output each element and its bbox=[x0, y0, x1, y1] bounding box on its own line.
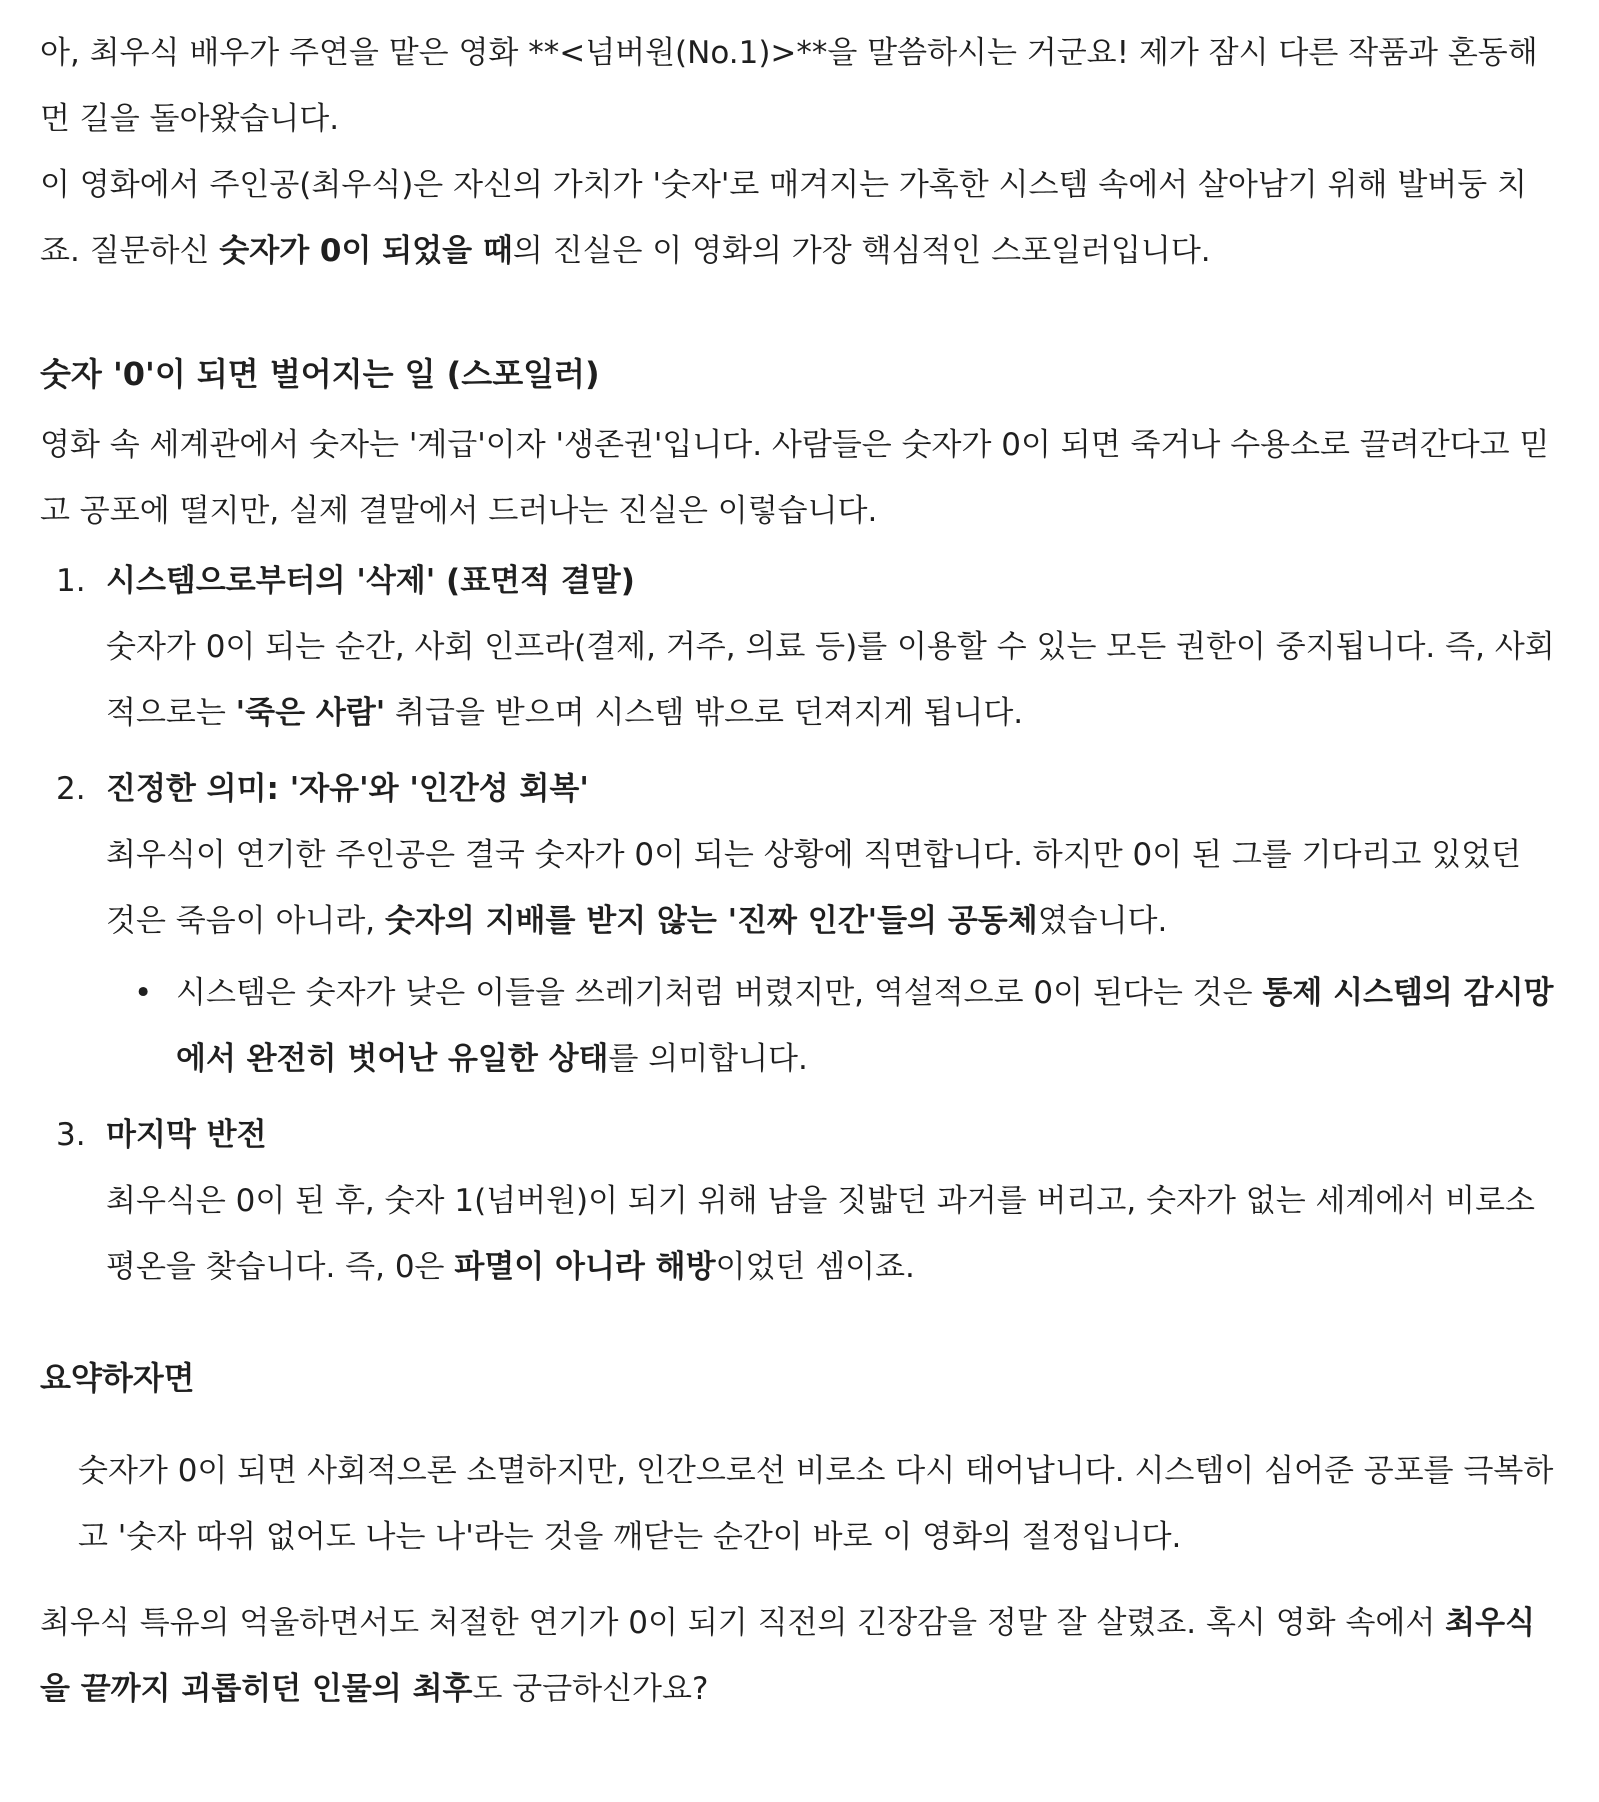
list-item-body-bold: 파멸이 아니라 해방 bbox=[454, 1249, 716, 1285]
context-bold-text: 숫자가 0이 되었을 때 bbox=[219, 233, 513, 269]
list-item bbox=[40, 1102, 1559, 1300]
list-item-body bbox=[106, 822, 1559, 954]
context-text: 이 영화에서 주인공(최우식)은 자신의 가치가 '숫자'로 매겨지는 가혹한 시스템 속에서 살아남기 위해 발버둥 치죠. 질문하신 bbox=[40, 167, 1527, 269]
list-item-body-text-end: 취급을 받으며 시스템 밖으로 던져지게 됩니다. bbox=[385, 695, 1024, 731]
list-item bbox=[40, 548, 1559, 746]
list-item-title: 진정한 의미: '자유'와 '인간성 회복' bbox=[106, 771, 589, 807]
list-item-body-text: 최우식은 0이 된 후, 숫자 1(넘버원)이 되기 위해 남을 짓밟던 과거를 버리고, 숫자가 없는 세계에서 비로소 평온을 찾습니다. 즉, 0은 bbox=[106, 1183, 1535, 1285]
list-item-body-bold: 숫자의 지배를 받지 않는 '진짜 인간'들의 공동체 bbox=[384, 903, 1038, 939]
bullet-bold-text: 통제 시스템의 감시망에서 완전히 벗어난 유일한 상태 bbox=[176, 975, 1554, 1077]
bullet-item bbox=[106, 960, 1559, 1092]
section-intro-text: 영화 속 세계관에서 숫자는 '계급'이자 '생존권'입니다. 사람들은 숫자가 0이 되면 죽거나 수용소로 끌려간다고 믿고 공포에 떨지만, 실제 결말에서 드러나는 진실은 이렇습니다. bbox=[40, 427, 1550, 529]
intro-text: 아, 최우식 배우가 주연을 맡은 영화 **<넘버원(No.1)>**을 말씀하시는 거군요! 제가 잠시 다른 작품과 혼동해 먼 길을 돌아왔습니다. bbox=[40, 35, 1538, 137]
summary-quote bbox=[40, 1438, 1559, 1570]
list-number: 3. bbox=[56, 1117, 86, 1153]
list-item-body-text: 숫자가 0이 되는 순간, 사회 인프라(결제, 거주, 의료 등)를 이용할 수 있는 모든 권한이 중지됩니다. 즉, 사회적으로는 bbox=[106, 629, 1555, 731]
bullet-list bbox=[106, 960, 1559, 1092]
list-number: 1. bbox=[56, 563, 86, 599]
list-item-body bbox=[106, 1168, 1559, 1300]
numbered-list bbox=[40, 548, 1559, 1300]
list-item-body bbox=[106, 614, 1559, 746]
list-item-title: 마지막 반전 bbox=[106, 1117, 267, 1153]
list-item-body-text-end: 였습니다. bbox=[1037, 903, 1168, 939]
list-number: 2. bbox=[56, 771, 86, 807]
outro-paragraph bbox=[40, 1590, 1559, 1722]
outro-text-end: 도 궁금하신가요? bbox=[472, 1671, 709, 1707]
outro-bold-text: 최우식을 끝까지 괴롭히던 인물의 최후 bbox=[40, 1605, 1536, 1707]
section-intro-paragraph bbox=[40, 412, 1559, 544]
list-item-body-text-end: 이었던 셈이죠. bbox=[715, 1249, 915, 1285]
section-heading-zero: 숫자 '0'이 되면 벌어지는 일 (스포일러) bbox=[40, 355, 600, 393]
intro-paragraph bbox=[40, 20, 1559, 152]
outro-text: 최우식 특유의 억울하면서도 처절한 연기가 0이 되기 직전의 긴장감을 정말 잘 살렸죠. 혹시 영화 속에서 bbox=[40, 1605, 1446, 1641]
section-heading-summary: 요약하자면 bbox=[40, 1359, 195, 1397]
context-paragraph bbox=[40, 152, 1559, 284]
bullet-dot-icon: • bbox=[134, 975, 153, 1011]
context-text-end: 의 진실은 이 영화의 가장 핵심적인 스포일러입니다. bbox=[512, 233, 1211, 269]
list-item-body-text: 최우식이 연기한 주인공은 결국 숫자가 0이 되는 상황에 직면합니다. 하지만 0이 된 그를 기다리고 있었던 것은 죽음이 아니라, bbox=[106, 837, 1522, 939]
list-item-title: 시스템으로부터의 '삭제' (표면적 결말) bbox=[106, 563, 635, 599]
bullet-text: 시스템은 숫자가 낮은 이들을 쓰레기처럼 버렸지만, 역설적으로 0이 된다는 것은 bbox=[176, 975, 1263, 1011]
list-item bbox=[40, 756, 1559, 1092]
list-item-body-bold: '죽은 사람' bbox=[235, 695, 386, 731]
summary-quote-text: 숫자가 0이 되면 사회적으론 소멸하지만, 인간으로선 비로소 다시 태어납니다. 시스템이 심어준 공포를 극복하고 '숫자 따위 없어도 나는 나'라는 것을 깨닫는 순간이 바로 이 영화의 절정입니다. bbox=[78, 1453, 1554, 1555]
bullet-text-end: 를 의미합니다. bbox=[608, 1041, 808, 1077]
